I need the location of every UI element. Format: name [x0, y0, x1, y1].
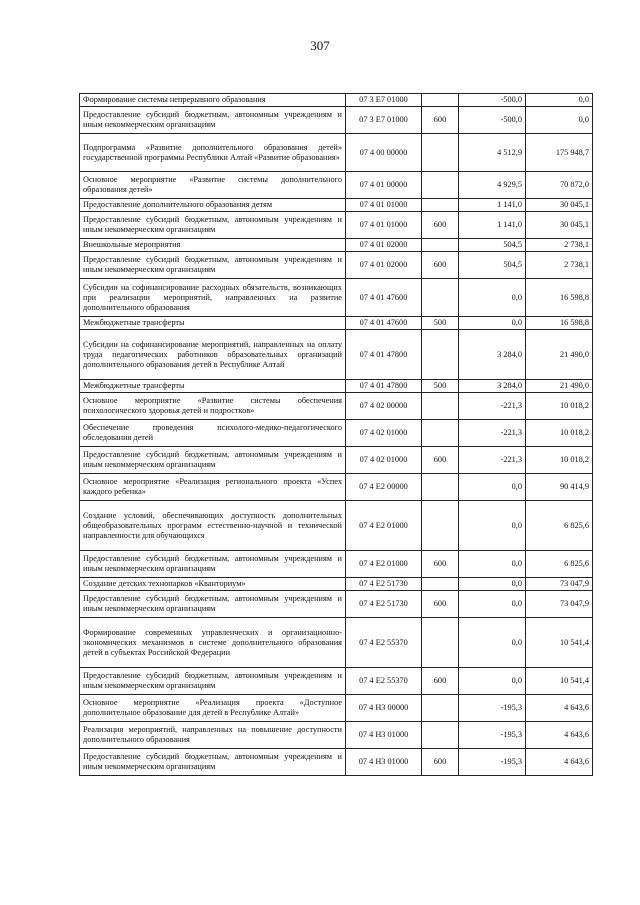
row-name-cell: Обеспечение проведения психолого-медико-педагогического обследования детей [80, 420, 346, 447]
row-name-cell: Основное мероприятие «Развитие системы дополнительного образования детей» [80, 172, 346, 199]
row-name-cell: Основное мероприятие «Реализация проекта «Доступное дополнительное образование для детей в Республике Алтай» [80, 695, 346, 722]
row-amount-change-cell: 0,0 [459, 317, 526, 330]
row-expense-type-cell [422, 279, 459, 317]
row-code-cell: 07 4 01 47800 [346, 380, 422, 393]
table-row [80, 252, 593, 279]
page-number: 307 [310, 38, 330, 53]
table-row [80, 172, 593, 199]
table-row [80, 447, 593, 474]
row-amount-change-cell: 0,0 [459, 551, 526, 578]
row-amount-change-cell: 0,0 [459, 279, 526, 317]
table-row [80, 591, 593, 618]
row-amount-change-cell: 4 929,5 [459, 172, 526, 199]
row-amount-total-cell: 90 414,9 [526, 474, 593, 501]
row-amount-change-cell: -221,3 [459, 420, 526, 447]
row-amount-total-cell: 70 872,0 [526, 172, 593, 199]
row-name-cell: Подпрограмма «Развитие дополнительного образования детей» государственной программы Республики Алтай «Развитие образования» [80, 134, 346, 172]
row-amount-change-cell: 1 141,0 [459, 199, 526, 212]
row-amount-change-cell: -500,0 [459, 94, 526, 107]
row-amount-change-cell: 3 284,0 [459, 330, 526, 380]
row-amount-total-cell: 30 045,1 [526, 212, 593, 239]
row-amount-total-cell: 73 047,9 [526, 591, 593, 618]
row-expense-type-cell [422, 330, 459, 380]
row-name-cell: Субсидии на софинансирование мероприятий, направленных на оплату труда педагогических работников образовательных организаций дополнительного образования детей в Республике Алтай [80, 330, 346, 380]
row-expense-type-cell [422, 618, 459, 668]
row-amount-total-cell: 0,0 [526, 94, 593, 107]
row-name-cell: Предоставление субсидий бюджетным, автономным учреждениям и иным некоммерческим организациям [80, 749, 346, 776]
row-amount-total-cell: 2 738,1 [526, 252, 593, 279]
row-name-cell: Предоставление субсидий бюджетным, автономным учреждениям и иным некоммерческим организациям [80, 668, 346, 695]
row-amount-total-cell: 21 490,0 [526, 380, 593, 393]
row-name-cell: Формирование системы непрерывного образования [80, 94, 346, 107]
table-row [80, 330, 593, 380]
row-amount-change-cell: 0,0 [459, 501, 526, 551]
row-expense-type-cell: 600 [422, 749, 459, 776]
table-row [80, 501, 593, 551]
row-name-cell: Предоставление дополнительного образования детям [80, 199, 346, 212]
table-row [80, 474, 593, 501]
table-row [80, 94, 593, 107]
row-code-cell: 07 4 Н3 00000 [346, 695, 422, 722]
row-amount-change-cell: 0,0 [459, 578, 526, 591]
row-amount-total-cell: 175 948,7 [526, 134, 593, 172]
row-name-cell: Предоставление субсидий бюджетным, автономным учреждениям и иным некоммерческим организациям [80, 591, 346, 618]
table-row [80, 380, 593, 393]
row-code-cell: 07 4 01 47600 [346, 317, 422, 330]
row-expense-type-cell: 600 [422, 551, 459, 578]
row-amount-total-cell: 10 018,2 [526, 447, 593, 474]
row-expense-type-cell [422, 722, 459, 749]
row-amount-change-cell: -221,3 [459, 447, 526, 474]
row-code-cell: 07 4 E2 01000 [346, 501, 422, 551]
row-code-cell: 07 4 01 47800 [346, 330, 422, 380]
row-name-cell: Предоставление субсидий бюджетным, автономным учреждениям и иным некоммерческим организациям [80, 252, 346, 279]
row-amount-change-cell: -221,3 [459, 393, 526, 420]
row-name-cell: Основное мероприятие «Развитие системы обеспечения психологического здоровья детей и подростков» [80, 393, 346, 420]
row-code-cell: 07 4 01 02000 [346, 239, 422, 252]
row-code-cell: 07 4 02 00000 [346, 393, 422, 420]
table-row [80, 317, 593, 330]
row-expense-type-cell [422, 134, 459, 172]
row-name-cell: Предоставление субсидий бюджетным, автономным учреждениям и иным некоммерческим организациям [80, 447, 346, 474]
row-expense-type-cell: 600 [422, 212, 459, 239]
row-code-cell: 07 4 01 01000 [346, 212, 422, 239]
row-code-cell: 07 4 E2 00000 [346, 474, 422, 501]
row-amount-change-cell: 1 141,0 [459, 212, 526, 239]
row-name-cell: Межбюджетные трансферты [80, 317, 346, 330]
row-expense-type-cell [422, 199, 459, 212]
row-code-cell: 07 4 01 01000 [346, 199, 422, 212]
row-amount-total-cell: 6 825,6 [526, 551, 593, 578]
row-name-cell: Внешкольные мероприятия [80, 239, 346, 252]
row-amount-change-cell: 0,0 [459, 591, 526, 618]
table-row [80, 749, 593, 776]
table-row [80, 668, 593, 695]
table-row [80, 107, 593, 134]
row-amount-total-cell: 16 598,8 [526, 317, 593, 330]
row-expense-type-cell [422, 474, 459, 501]
row-code-cell: 07 4 01 00000 [346, 172, 422, 199]
row-amount-change-cell: 504,5 [459, 252, 526, 279]
row-expense-type-cell [422, 695, 459, 722]
row-code-cell: 07 4 E2 55370 [346, 668, 422, 695]
row-amount-change-cell: -195,3 [459, 695, 526, 722]
table-row [80, 212, 593, 239]
row-name-cell: Реализация мероприятий, направленных на повышение доступности дополнительного образования [80, 722, 346, 749]
row-expense-type-cell [422, 501, 459, 551]
table-row [80, 695, 593, 722]
row-code-cell: 07 4 02 01000 [346, 447, 422, 474]
row-code-cell: 07 3 E7 01000 [346, 107, 422, 134]
table-row [80, 420, 593, 447]
row-name-cell: Создание условий, обеспечивающих доступность дополнительных общеобразовательных программ естественно-научной и технической направленности для обучающихся [80, 501, 346, 551]
row-amount-total-cell: 0,0 [526, 107, 593, 134]
row-code-cell: 07 4 00 00000 [346, 134, 422, 172]
table-row [80, 722, 593, 749]
table-row [80, 393, 593, 420]
row-amount-total-cell: 73 047,9 [526, 578, 593, 591]
row-expense-type-cell: 600 [422, 107, 459, 134]
row-name-cell: Основное мероприятие «Реализация регионального проекта «Успех каждого ребенка» [80, 474, 346, 501]
row-amount-total-cell: 4 643,6 [526, 695, 593, 722]
row-name-cell: Предоставление субсидий бюджетным, автономным учреждениям и иным некоммерческим организациям [80, 551, 346, 578]
row-amount-total-cell: 2 738,1 [526, 239, 593, 252]
table-row [80, 134, 593, 172]
row-amount-total-cell: 10 541,4 [526, 668, 593, 695]
row-amount-total-cell: 16 598,8 [526, 279, 593, 317]
row-expense-type-cell [422, 239, 459, 252]
row-code-cell: 07 4 E2 01000 [346, 551, 422, 578]
table-row [80, 279, 593, 317]
table-row [80, 239, 593, 252]
row-amount-change-cell: 0,0 [459, 474, 526, 501]
row-name-cell: Предоставление субсидий бюджетным, автономным учреждениям и иным некоммерческим организациям [80, 107, 346, 134]
row-name-cell: Предоставление субсидий бюджетным, автономным учреждениям и иным некоммерческим организациям [80, 212, 346, 239]
row-code-cell: 07 4 02 01000 [346, 420, 422, 447]
row-amount-total-cell: 10 018,2 [526, 420, 593, 447]
table-row [80, 578, 593, 591]
row-amount-change-cell: 504,5 [459, 239, 526, 252]
row-amount-change-cell: -195,3 [459, 749, 526, 776]
budget-table [79, 93, 593, 776]
row-expense-type-cell [422, 172, 459, 199]
row-code-cell: 07 4 E2 51730 [346, 578, 422, 591]
row-expense-type-cell [422, 393, 459, 420]
row-amount-change-cell: -500,0 [459, 107, 526, 134]
row-expense-type-cell: 500 [422, 317, 459, 330]
row-expense-type-cell: 600 [422, 668, 459, 695]
row-code-cell: 07 4 Н3 01000 [346, 749, 422, 776]
table-row [80, 618, 593, 668]
row-code-cell: 07 4 E2 51730 [346, 591, 422, 618]
row-code-cell: 07 4 01 47600 [346, 279, 422, 317]
row-amount-total-cell: 21 490,0 [526, 330, 593, 380]
row-expense-type-cell: 600 [422, 591, 459, 618]
budget-table-body [80, 94, 593, 776]
row-code-cell: 07 3 E7 01000 [346, 94, 422, 107]
row-expense-type-cell [422, 578, 459, 591]
row-expense-type-cell [422, 94, 459, 107]
row-name-cell: Создание детских технопарков «Кванториум» [80, 578, 346, 591]
row-expense-type-cell: 500 [422, 380, 459, 393]
row-amount-change-cell: 3 284,0 [459, 380, 526, 393]
row-amount-total-cell: 10 018,2 [526, 393, 593, 420]
row-expense-type-cell [422, 420, 459, 447]
table-row [80, 551, 593, 578]
row-amount-total-cell: 4 643,6 [526, 749, 593, 776]
row-amount-change-cell: 0,0 [459, 618, 526, 668]
row-expense-type-cell: 600 [422, 447, 459, 474]
table-row [80, 199, 593, 212]
row-name-cell: Субсидии на софинансирование расходных обязательств, возникающих при реализации мероприятий, направленных на развитие дополнительного образования [80, 279, 346, 317]
row-name-cell: Формирование современных управленческих и организационно-экономических механизмов в системе дополнительного образования детей в субъектах Российской Федерации [80, 618, 346, 668]
row-amount-change-cell: -195,3 [459, 722, 526, 749]
row-amount-total-cell: 4 643,6 [526, 722, 593, 749]
row-code-cell: 07 4 Н3 01000 [346, 722, 422, 749]
row-amount-total-cell: 30 045,1 [526, 199, 593, 212]
row-code-cell: 07 4 01 02000 [346, 252, 422, 279]
row-name-cell: Межбюджетные трансферты [80, 380, 346, 393]
row-expense-type-cell: 600 [422, 252, 459, 279]
row-amount-total-cell: 6 825,6 [526, 501, 593, 551]
row-amount-change-cell: 0,0 [459, 668, 526, 695]
row-amount-total-cell: 10 541,4 [526, 618, 593, 668]
row-amount-change-cell: 4 512,9 [459, 134, 526, 172]
row-code-cell: 07 4 E2 55370 [346, 618, 422, 668]
